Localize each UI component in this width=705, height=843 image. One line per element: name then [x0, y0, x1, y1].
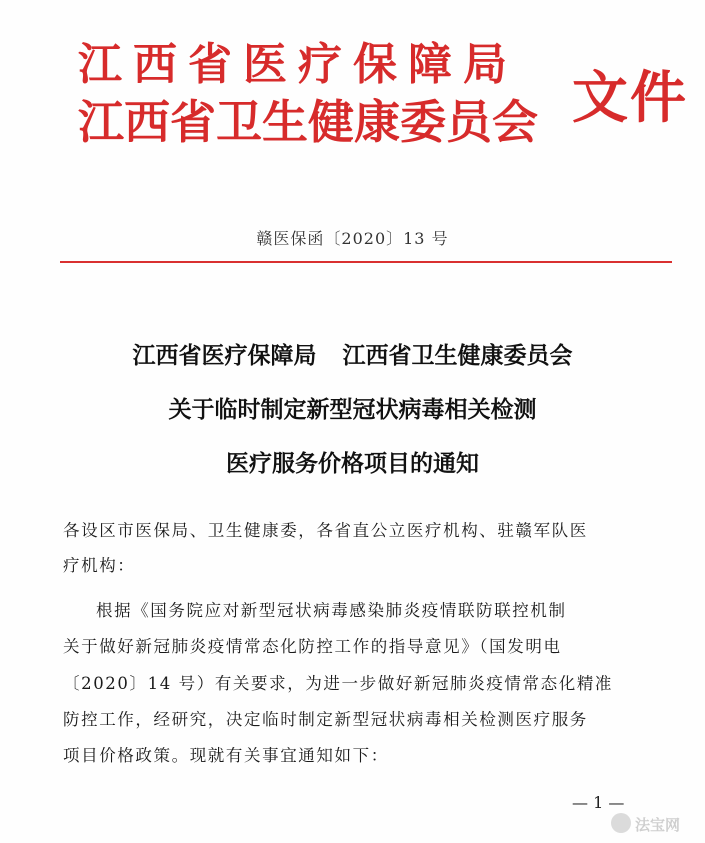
- watermark-text: 法宝网: [635, 816, 681, 834]
- addressee-line-1: 各设区市医保局、卫生健康委，各省直公立医疗机构、驻赣军队医: [63, 521, 588, 540]
- issuer-name-2: 江西省卫生健康委员会: [78, 95, 538, 149]
- body-paragraph-line-1: 根据《国务院应对新型冠状病毒感染肺炎疫情联防联控机制: [96, 601, 567, 620]
- site-watermark: [611, 811, 697, 837]
- body-paragraph-line-5: 项目价格政策。现就有关事宜通知如下：: [63, 746, 389, 765]
- watermark-logo-icon: [611, 813, 631, 833]
- header-divider: [60, 261, 672, 263]
- document-header: [0, 0, 705, 160]
- title-issuer-2: 江西省卫生健康委员会: [342, 343, 573, 369]
- title-line-3: 医疗服务价格项目的通知: [226, 451, 479, 477]
- title-issuer-1: 江西省医疗保障局: [132, 343, 317, 369]
- body-paragraph-line-4: 防控工作，经研究，决定临时制定新型冠状病毒相关检测医疗服务: [63, 710, 588, 729]
- body-paragraph-line-3: 〔2020〕14 号）有关要求，为进一步做好新冠肺炎疫情常态化精准: [63, 674, 614, 693]
- page-number: — 1 —: [572, 793, 625, 812]
- title-line-2: 关于临时制定新型冠状病毒相关检测: [168, 397, 537, 423]
- body-paragraph-line-2: 关于做好新冠肺炎疫情常态化防控工作的指导意见》（国发明电: [63, 637, 562, 656]
- document-label: 文件: [572, 66, 688, 131]
- title-line-1: [0, 337, 705, 370]
- addressee-line-2: 疗机构：: [63, 556, 136, 575]
- issuer-name-1: 江西省医疗保障局: [78, 39, 518, 90]
- document-number: 赣医保函〔2020〕13 号: [256, 229, 449, 248]
